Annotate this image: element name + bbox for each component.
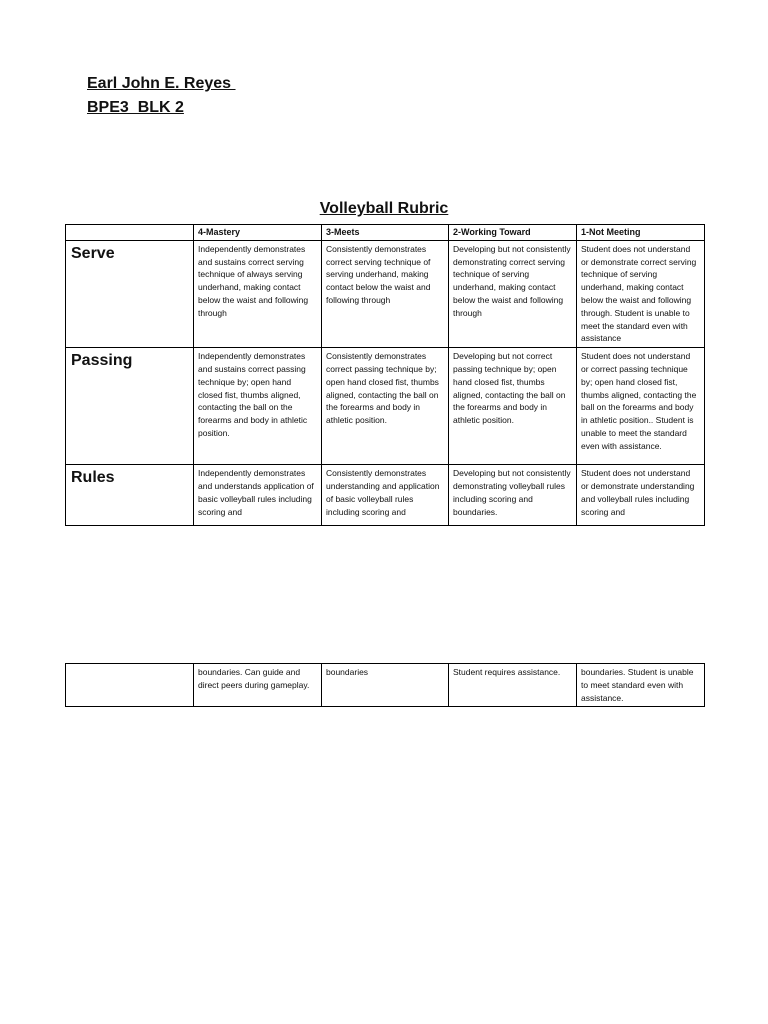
rubric-cell: Consistently demonstrates correct passing technique by; open hand closed fist, thumbs aligned, contacting the ball on the forearms and body in athletic position.: [322, 348, 449, 465]
rubric-cell: Independently demonstrates and sustains correct serving technique of always serving underhand, making contact below the waist and following through: [194, 240, 322, 347]
rubric-cell: boundaries: [322, 664, 449, 707]
table-row: [66, 240, 705, 347]
rubric-cell: Developing but not correct passing technique by; open hand closed fist, thumbs aligned, contacting the ball on the forearms and body in athletic position.: [449, 348, 577, 465]
table-row: [66, 348, 705, 465]
column-header-working-toward: 2-Working Toward: [449, 225, 577, 241]
rubric-cell: Student does not understand or demonstrate understanding and volleyball rules including scoring and: [577, 465, 705, 526]
rubric-cell: Student does not understand or demonstrate correct serving technique of serving underhand, making contact below the waist and following through. Student is unable to meet the standard even with assistance: [577, 240, 705, 347]
document-title: Volleyball Rubric: [319, 200, 449, 217]
rubric-cell: Developing but not consistently demonstrating correct serving technique of serving underhand, making contact below the waist and following through: [449, 240, 577, 347]
criterion-empty: [66, 664, 194, 707]
rubric-cell: Developing but not consistently demonstrating volleyball rules including scoring and boundaries.: [449, 465, 577, 526]
rubric-cell: boundaries. Can guide and direct peers during gameplay.: [194, 664, 322, 707]
column-header-meets: 3-Meets: [322, 225, 449, 241]
rubric-cell: boundaries. Student is unable to meet standard even with assistance.: [577, 664, 705, 707]
column-header: [66, 225, 194, 241]
rubric-cell: Consistently demonstrates understanding and application of basic volleyball rules including scoring and: [322, 465, 449, 526]
table-row: [66, 465, 705, 526]
rubric-cell: Independently demonstrates and sustains correct passing technique by; open hand closed fist, thumbs aligned, contacting the ball on the forearms and body in athletic position.: [194, 348, 322, 465]
criterion-rules: Rules: [66, 465, 194, 526]
student-name: Earl John E. Reyes: [87, 75, 236, 92]
rubric-table-continuation: [65, 663, 705, 707]
criterion-passing: Passing: [66, 348, 194, 465]
rubric-cell: Independently demonstrates and understands application of basic volleyball rules including scoring and: [194, 465, 322, 526]
rubric-cell: Consistently demonstrates correct serving technique of serving underhand, making contact below the waist and following through: [322, 240, 449, 347]
column-header-mastery: 4-Mastery: [194, 225, 322, 241]
table-row: [66, 664, 705, 707]
column-header-not-meeting: 1-Not Meeting: [577, 225, 705, 241]
rubric-cell: Student requires assistance.: [449, 664, 577, 707]
class-section: BPE3 BLK 2: [87, 99, 184, 116]
table-header-row: [66, 225, 705, 241]
rubric-table: [65, 224, 705, 526]
criterion-serve: Serve: [66, 240, 194, 347]
rubric-cell: Student does not understand or correct passing technique by; open hand closed fist, thumbs aligned, contacting the ball on the forearms and body in athletic position.. Student is unable to meet the standard even with assistance.: [577, 348, 705, 465]
